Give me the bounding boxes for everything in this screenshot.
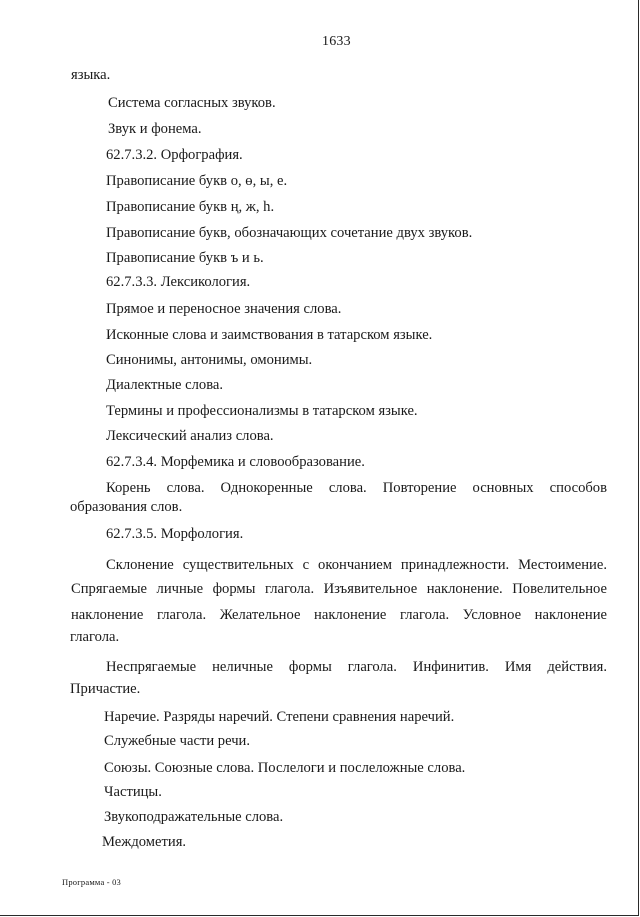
- text-line: Диалектные слова.: [106, 377, 224, 393]
- text-line: Правописание букв ң, ж, һ.: [106, 199, 275, 215]
- text-line: Междометия.: [102, 834, 187, 850]
- footer-label: Программа - 03: [62, 877, 122, 887]
- text-line: Правописание букв ъ и ь.: [106, 250, 264, 266]
- text-line: Звукоподражательные слова.: [104, 809, 284, 825]
- justified-line: Корень слова. Однокоренные слова. Повторение основных способов: [106, 480, 607, 496]
- text-line: глагола.: [70, 629, 120, 645]
- justified-line: Неспрягаемые неличные формы глагола. Инфинитив. Имя действия.: [106, 659, 607, 675]
- text-line: Наречие. Разряды наречий. Степени сравнения наречий.: [104, 709, 455, 725]
- text-line: Правописание букв о, ө, ы, е.: [106, 173, 288, 189]
- section-heading: 62.7.3.5. Морфология.: [106, 526, 244, 542]
- text-line: Служебные части речи.: [104, 733, 250, 749]
- text-line: Система согласных звуков.: [108, 95, 276, 111]
- text-line: Правописание букв, обозначающих сочетание двух звуков.: [106, 225, 473, 241]
- section-heading: 62.7.3.3. Лексикология.: [106, 274, 251, 290]
- text-line: Частицы.: [104, 784, 162, 800]
- text-line: Прямое и переносное значения слова.: [106, 301, 342, 317]
- justified-line: Спрягаемые личные формы глагола. Изъявительное наклонение. Повелительное: [71, 581, 607, 597]
- text-line: Синонимы, антонимы, омонимы.: [106, 352, 313, 368]
- text-line: Термины и профессионализмы в татарском языке.: [106, 403, 418, 419]
- section-heading: 62.7.3.2. Орфография.: [106, 147, 243, 163]
- text-line: Исконные слова и заимствования в татарском языке.: [106, 327, 433, 343]
- justified-line: наклонение глагола. Желательное наклонение глагола. Условное наклонение: [71, 607, 607, 623]
- justified-line: Склонение существительных с окончанием принадлежности. Местоимение.: [106, 557, 607, 573]
- text-line: языка.: [71, 67, 111, 83]
- text-line: Союзы. Союзные слова. Послелоги и послеложные слова.: [104, 760, 466, 776]
- text-line: Лексический анализ слова.: [106, 428, 274, 444]
- text-line: образования слов.: [70, 499, 183, 515]
- page-number: 1633: [322, 34, 351, 49]
- section-heading: 62.7.3.4. Морфемика и словообразование.: [106, 454, 365, 470]
- text-line: Причастие.: [70, 681, 141, 697]
- text-line: Звук и фонема.: [108, 121, 202, 137]
